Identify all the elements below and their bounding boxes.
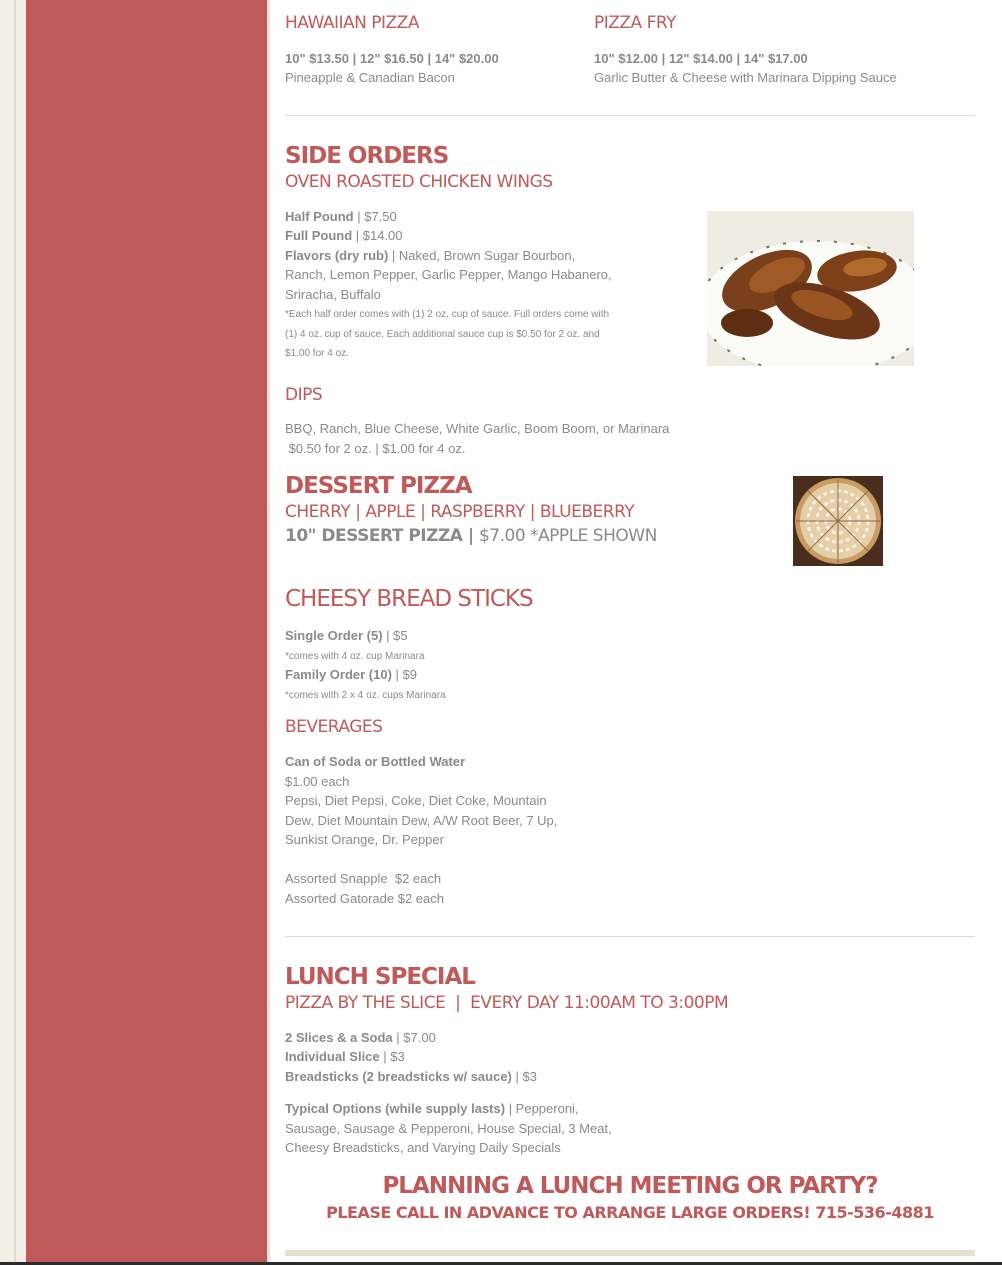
soda-price: $1.00 each (285, 774, 350, 789)
dessert-price-line (285, 526, 657, 546)
divider (285, 936, 975, 937)
dessert-pizza-photo (793, 476, 883, 566)
dips-title: DIPS (285, 385, 323, 405)
soda-list-line1: Pepsi, Diet Pepsi, Coke, Diet Coke, Mountain (285, 793, 547, 808)
dessert-pizza-title: DESSERT PIZZA (285, 473, 472, 499)
lunch-typical-label: Typical Options (while supply lasts) (285, 1101, 506, 1116)
wings-note-line3: $1.00 for 4 oz. (285, 348, 349, 359)
lunch-item-breadsticks (285, 1067, 537, 1087)
dessert-size-label: 10" DESSERT PIZZA | (285, 526, 479, 546)
footer-bar (285, 1250, 975, 1256)
hawaiian-pizza-desc: Pineapple & Canadian Bacon (285, 70, 455, 85)
soda-list-line2: Dew, Diet Mountain Dew, A/W Root Beer, 7 Up, (285, 813, 558, 828)
lunch-typical-line3: Cheesy Breadsticks, and Varying Daily Specials (285, 1140, 561, 1155)
dips-list: BBQ, Ranch, Blue Cheese, White Garlic, Boom Boom, or Marinara (285, 421, 670, 436)
soda-list-line3: Sunkist Orange, Dr. Pepper (285, 832, 444, 847)
pizza-fry-desc: Garlic Butter & Cheese with Marinara Dipping Sauce (594, 70, 897, 85)
lunch-item2-label: Individual Slice (285, 1049, 380, 1064)
apple-dessert-pizza-image (793, 476, 883, 566)
page-edge (14, 0, 16, 1265)
pizza-fry-prices: 10" $12.00 | 12" $14.00 | 14" $17.00 (594, 51, 808, 66)
snapple-price: Assorted Snapple $2 each (285, 871, 442, 886)
side-orders-title: SIDE ORDERS (285, 143, 449, 169)
wings-flavors-text: | Naked, Brown Sugar Bourbon, (388, 248, 576, 263)
party-cta-phone: PLEASE CALL IN ADVANCE TO ARRANGE LARGE ORDERS! 715-536-4881 (326, 1203, 934, 1222)
wings-note-line1: *Each half order comes with (1) 2 oz. cup of sauce. Full orders come with (285, 309, 610, 320)
lunch-typical-text: | Pepperoni, (505, 1101, 579, 1116)
gatorade-price: Assorted Gatorade $2 each (285, 891, 444, 906)
dessert-flavors: CHERRY | APPLE | RASPBERRY | BLUEBERRY (285, 502, 635, 522)
lunch-special-title: LUNCH SPECIAL (285, 964, 475, 990)
breadsticks-single-note: *comes with 4 oz. cup Marinara (285, 651, 425, 662)
lunch-item3-label: Breadsticks (2 breadsticks w/ sauce) (285, 1069, 512, 1084)
lunch-item3-price: | $3 (511, 1069, 537, 1084)
dessert-price: $7.00 *APPLE SHOWN (478, 526, 657, 546)
lunch-item2-price: | $3 (379, 1049, 405, 1064)
lunch-typical-line1 (285, 1099, 579, 1119)
dips-prices: $0.50 for 2 oz. | $1.00 for 4 oz. (285, 441, 466, 456)
breadsticks-title: CHEESY BREAD STICKS (285, 586, 533, 612)
party-cta-heading: PLANNING A LUNCH MEETING OR PARTY? (382, 1173, 878, 1199)
breadsticks-family-note: *comes with 2 x 4 oz. cups Marinara (285, 690, 446, 701)
wings-full-label: Full Pound (285, 228, 353, 243)
breadsticks-family (285, 665, 417, 685)
chicken-wings-image (707, 211, 914, 366)
wings-flavors-line3: Sriracha, Buffalo (285, 287, 381, 302)
lunch-typical-line2: Sausage, Sausage & Pepperoni, House Special, 3 Meat, (285, 1121, 612, 1136)
wings-flavors-line1 (285, 246, 575, 266)
divider (285, 115, 975, 116)
lunch-item-individual-slice (285, 1047, 405, 1067)
wings-half-price: | $7.50 (353, 209, 397, 224)
chicken-wings-photo (707, 211, 914, 366)
lunch-item1-label: 2 Slices & a Soda (285, 1030, 393, 1045)
wings-half-pound (285, 207, 397, 227)
wings-flavors-line2: Ranch, Lemon Pepper, Garlic Pepper, Mango Habanero, (285, 267, 612, 282)
wings-full-pound (285, 226, 403, 246)
hawaiian-pizza-title: HAWAIIAN PIZZA (285, 13, 419, 33)
lunch-item-slices-soda (285, 1028, 436, 1048)
lunch-special-subtitle: PIZZA BY THE SLICE | EVERY DAY 11:00AM TO 3:00PM (285, 993, 729, 1013)
breadsticks-family-label: Family Order (10) (285, 667, 392, 682)
wings-flavors-label: Flavors (dry rub) (285, 248, 389, 263)
lunch-item1-price: | $7.00 (392, 1030, 436, 1045)
chicken-wings-subtitle: OVEN ROASTED CHICKEN WINGS (285, 172, 553, 192)
breadsticks-single (285, 626, 408, 646)
pizza-fry-title: PIZZA FRY (594, 13, 676, 33)
sidebar (26, 0, 267, 1265)
wings-half-label: Half Pound (285, 209, 354, 224)
breadsticks-family-price: | $9 (391, 667, 417, 682)
beverages-title: BEVERAGES (285, 717, 383, 737)
wings-note-line2: (1) 4 oz. cup of sauce. Each additional sauce cup is $0.50 for 2 oz. and (285, 329, 600, 340)
hawaiian-pizza-prices: 10" $13.50 | 12" $16.50 | 14" $20.00 (285, 51, 499, 66)
breadsticks-single-label: Single Order (5) (285, 628, 383, 643)
main-content (270, 0, 1002, 1265)
breadsticks-single-price: | $5 (382, 628, 408, 643)
wings-full-price: | $14.00 (352, 228, 403, 243)
soda-label: Can of Soda or Bottled Water (285, 754, 466, 769)
